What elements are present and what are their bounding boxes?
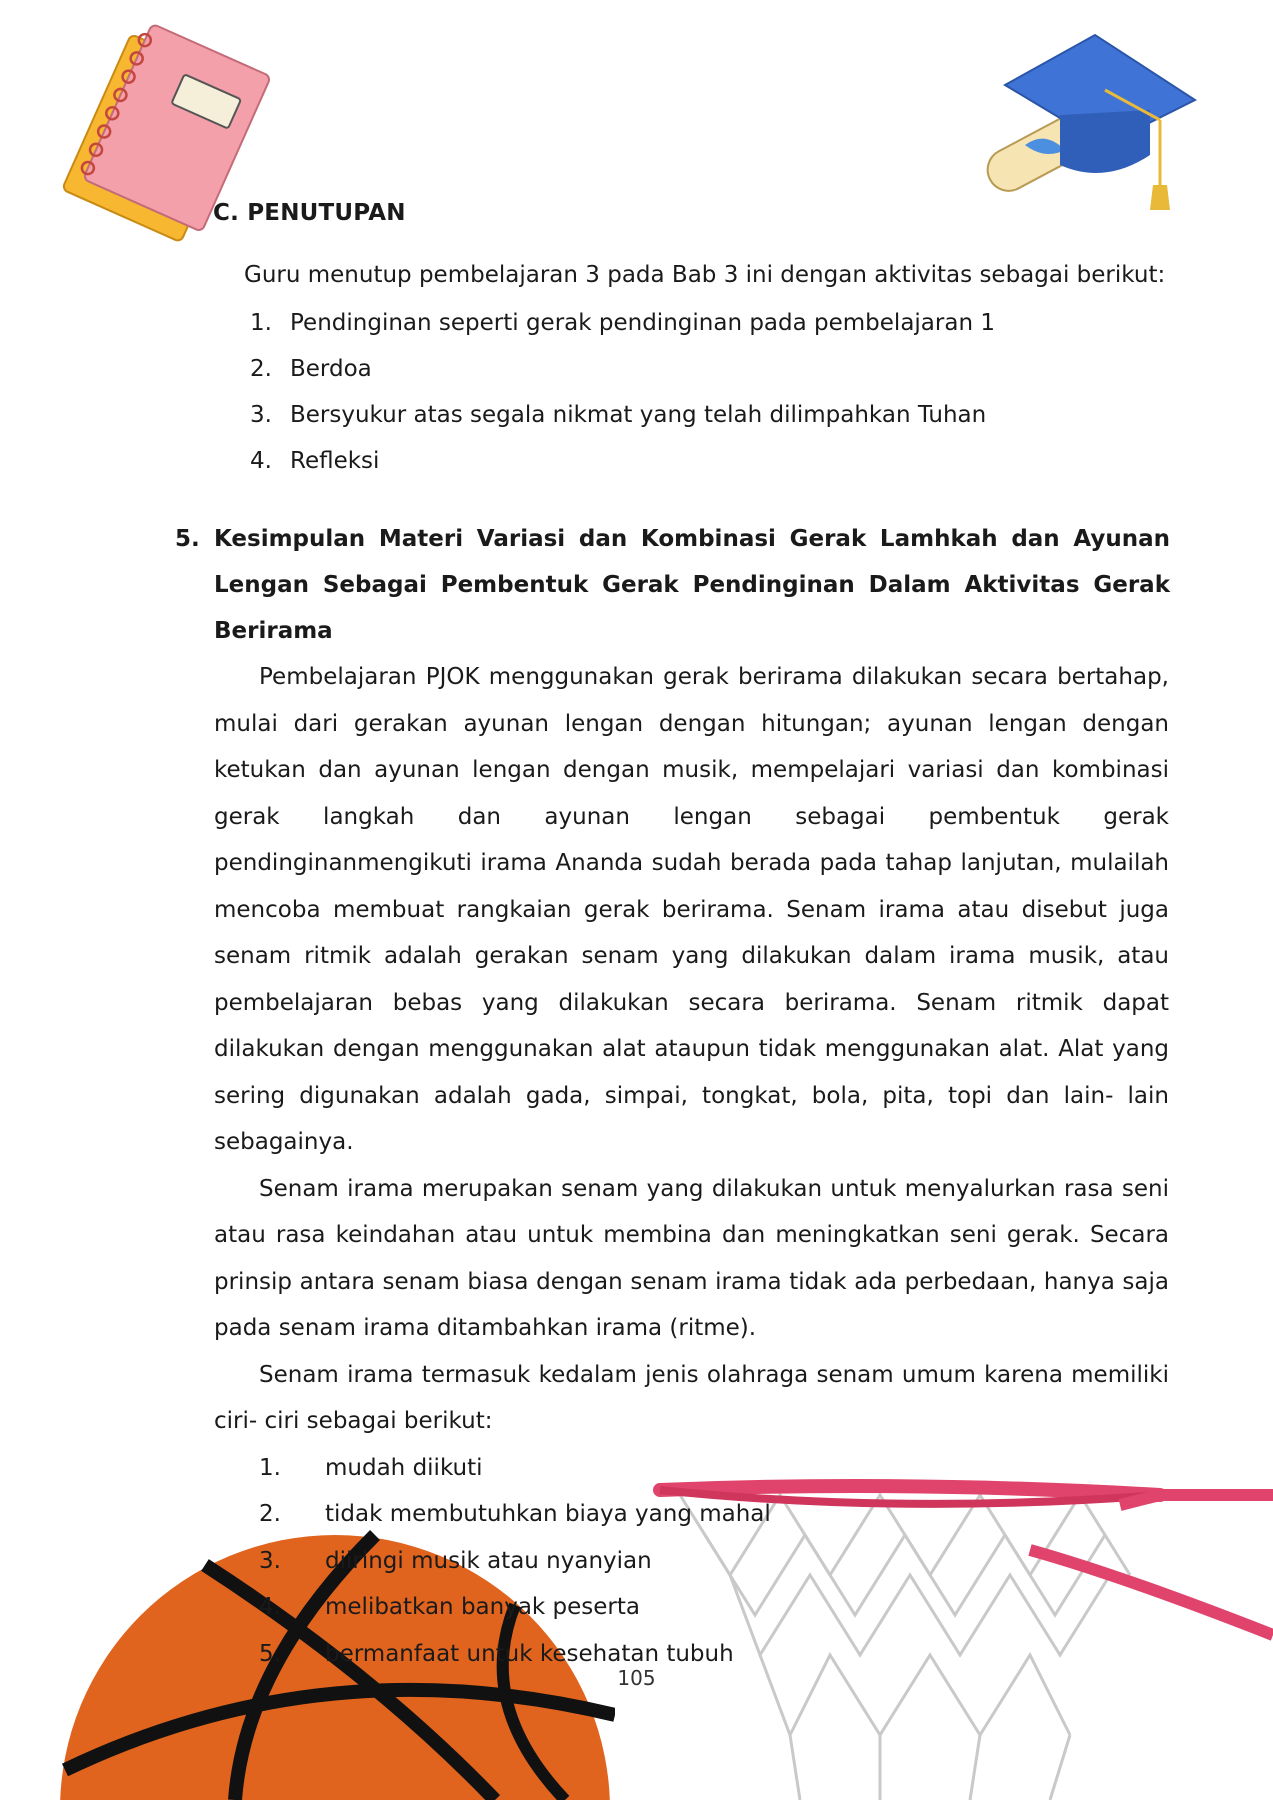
list-text: bermanfaat untuk kesehatan tubuh — [325, 1640, 734, 1667]
paragraph: Senam irama merupakan senam yang dilakukan untuk menyalurkan rasa seni atau rasa keindahan atau untuk membina dan meningkatkan seni gerak. Secara prinsip antara senam biasa dengan senam irama tidak ada perbedaan, hanya saja pada senam irama ditambahkan irama (ritme). — [214, 1175, 1169, 1341]
list-item — [214, 1538, 1169, 1585]
list-number: 1. — [259, 1454, 281, 1481]
list-item — [250, 306, 995, 352]
list-item — [214, 1491, 1169, 1538]
list-text: Refleksi — [290, 448, 380, 474]
list-item — [214, 1445, 1169, 1492]
characteristics-list — [214, 1445, 1169, 1678]
paragraph: Pembelajaran PJOK menggunakan gerak berirama dilakukan secara bertahap, mulai dari gerakan ayunan lengan dengan hitungan; ayunan lengan dengan ketukan dan ayunan lengan dengan musik, mempelajari variasi dan kombinasi gerak langkah dan ayunan lengan sebagai pembentuk gerak pendinginanmengikuti irama Ananda sudah berada pada tahap lanjutan, mulailah mencoba membuat rangkaian gerak berirama. Senam irama atau disebut juga senam ritmik adalah gerakan senam yang dilakukan dalam irama musik, atau pembelajaran bebas yang dilakukan secara berirama. Senam ritmik dapat dilakukan dengan menggunakan alat ataupun tidak menggunakan alat. Alat yang sering digunakan adalah gada, simpai, tongkat, bola, pita, topi dan lain- lain sebagainya. — [214, 664, 1169, 1155]
section-title — [175, 516, 1170, 654]
section-heading: C. PENUTUPAN — [213, 200, 406, 226]
list-item — [250, 444, 995, 490]
section-title-text: Kesimpulan Materi Variasi dan Kombinasi Gerak Lamhkah dan Ayunan Lengan Sebagai Pembentuk Gerak Pendinginan Dalam Aktivitas Gerak Berirama — [214, 526, 1170, 644]
closing-steps-list — [250, 306, 995, 490]
body-text — [214, 654, 1169, 1677]
list-number: 2. — [250, 356, 272, 382]
list-number: 2. — [259, 1501, 281, 1527]
list-text: diiringi musik atau nyanyian — [325, 1547, 652, 1574]
intro-text: Guru menutup pembelajaran 3 pada Bab 3 ini dengan aktivitas sebagai berikut: — [244, 262, 1166, 288]
paragraph: Senam irama termasuk kedalam jenis olahraga senam umum karena memiliki ciri- ciri sebagai berikut: — [214, 1361, 1169, 1434]
list-item — [214, 1584, 1169, 1631]
list-number: 4. — [259, 1594, 281, 1620]
list-text: Pendinginan seperti gerak pendinginan pada pembelajaran 1 — [290, 310, 995, 336]
list-item — [250, 352, 995, 398]
list-text: Berdoa — [290, 356, 372, 382]
list-text: Bersyukur atas segala nikmat yang telah dilimpahkan Tuhan — [290, 402, 987, 428]
list-number: 3. — [250, 402, 272, 428]
list-number: 5. — [259, 1640, 281, 1667]
list-text: melibatkan banyak peserta — [325, 1594, 641, 1620]
list-text: mudah diikuti — [325, 1454, 483, 1481]
list-number: 4. — [250, 448, 272, 474]
page-number: 105 — [617, 1666, 656, 1690]
list-number: 3. — [259, 1547, 281, 1574]
list-text: tidak membutuhkan biaya yang mahal — [325, 1501, 771, 1527]
section-number: 5. — [175, 526, 200, 552]
list-item — [250, 398, 995, 444]
graduation-cap-illustration — [965, 25, 1235, 230]
list-number: 1. — [250, 310, 272, 336]
